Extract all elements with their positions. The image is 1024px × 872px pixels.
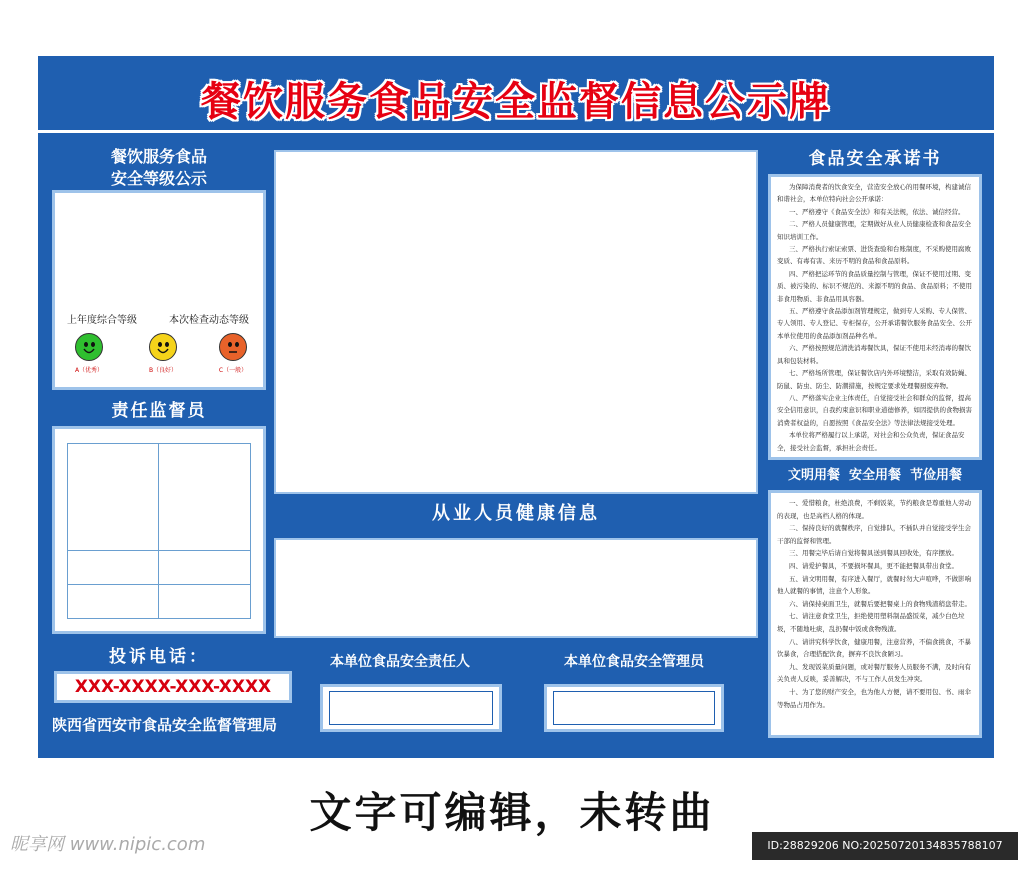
grade-c-caption: C（一般） bbox=[218, 367, 248, 374]
center-display-area bbox=[274, 150, 758, 494]
civil-dining-paragraph: 五、请文明用餐，有序进入餐厅，就餐时勿大声喧哗，不做影响他人就餐的事情，注意个人形象。 bbox=[777, 574, 971, 596]
smile-face-icon bbox=[149, 333, 177, 361]
agency-name: 陕西省西安市食品安全监督管理局 bbox=[52, 716, 278, 734]
responsible-person-heading: 本单位食品安全责任人 bbox=[330, 654, 470, 670]
health-info-panel bbox=[274, 538, 758, 638]
pledge-panel bbox=[768, 174, 982, 460]
grade-heading-line2: 安全等级公示 bbox=[110, 169, 207, 188]
pledge-paragraph: 一、严格遵守《食品安全法》和有关法规，依法、诚信经营。 bbox=[789, 207, 965, 216]
grade-panel bbox=[52, 190, 266, 390]
responsible-person-box bbox=[320, 684, 502, 732]
civil-dining-paragraph: 六、请保持桌面卫生，就餐后要把餐桌上的食物残渣稍盘带走。 bbox=[789, 599, 971, 608]
civil-dining-heading: 文明用餐 安全用餐 节俭用餐 bbox=[787, 468, 963, 483]
pledge-heading: 食品安全承诺书 bbox=[808, 149, 942, 169]
civil-dining-paragraph: 二、保持良好的就餐秩序，自觉排队，不插队并自觉接受学生会干部的监督和管理。 bbox=[777, 524, 971, 545]
civil-dining-paragraph: 十、为了您的财产安全，也为他人方便，请不要用包、书、雨伞等物品占用作为。 bbox=[777, 687, 971, 709]
complaint-label: 投诉电话： bbox=[109, 647, 209, 667]
pledge-paragraph: 本单位将严格履行以上承诺，对社会和公众负责，保证食品安全，接受社会监督，承担社会责任。 bbox=[777, 431, 965, 452]
grade-a-caption: A（优秀） bbox=[74, 367, 104, 374]
editable-text-caption: 文字可编辑，未转曲 bbox=[309, 788, 715, 837]
civil-dining-text bbox=[777, 497, 973, 711]
supervisor-panel bbox=[52, 426, 266, 634]
grade-b-caption: B（良好） bbox=[148, 367, 178, 374]
supervisor-heading: 责任监督员 bbox=[111, 401, 207, 421]
health-info-heading: 从业人员健康信息 bbox=[432, 503, 600, 524]
image-id-watermark: ID:28829206 NO:20250720134835788107 bbox=[752, 832, 1018, 860]
grade-heading-line1: 餐饮服务食品 bbox=[110, 147, 207, 166]
pledge-paragraph: 八、严格落实企业主体责任，自觉接受社会和群众的监督，提高安全信用意识，自我约束意识和职业道德修养，如因提供的食物损害消费者权益的，自愿按照《食品安全法》等法律法规接受处理。 bbox=[777, 393, 972, 427]
last-year-grade-label: 上年度综合等级 bbox=[67, 315, 137, 326]
safety-manager-heading: 本单位食品安全管理员 bbox=[564, 654, 704, 670]
pledge-paragraph: 三、严格执行索证索票、进货查验和台账制度，不采购使用腐败变质、有毒有害、来历不明的食品和食品原料。 bbox=[777, 245, 971, 266]
complaint-phone-number: XXX-XXXX-XXX-XXXX bbox=[54, 671, 292, 703]
smile-face-icon bbox=[75, 333, 103, 361]
board-title: 餐饮服务食品安全监督信息公示牌 bbox=[201, 78, 831, 125]
civil-dining-paragraph: 一、爱惜粮食，杜绝浪费，不剩饭菜，节约粮食是尊重他人劳动的表现，也是高档人格的体现。 bbox=[777, 499, 971, 520]
watermark-logo: 昵享网 www.nipic.com bbox=[10, 834, 206, 855]
supervisor-grid bbox=[67, 443, 251, 619]
pledge-paragraph: 七、严格场所管理，保证餐饮店内外环境整洁，采取有效防蝇、防鼠、防虫、防尘、防潮措施，按规定要求处理餐厨废弃物。 bbox=[777, 369, 971, 390]
current-grade-label: 本次检查动态等级 bbox=[169, 315, 249, 326]
neutral-face-icon bbox=[219, 333, 247, 361]
safety-manager-box bbox=[544, 684, 724, 732]
title-band bbox=[38, 56, 994, 133]
pledge-paragraph: 二、严格人员健康管理，定期做好从业人员健康检查和食品安全知识培训工作。 bbox=[777, 220, 971, 241]
pledge-paragraph: 四、严格把运环节的食品质量控制与管理，保证不使用过期、变质、被污染的、标识不规范的、来源不明的食品、食品原料；不使用非食用物质、非食品用具容器。 bbox=[777, 269, 972, 303]
pledge-paragraph: 六、严格按照规范清洗消毒餐饮具，保证不使用未经消毒的餐饮具和包装材料。 bbox=[777, 344, 971, 365]
civil-dining-paragraph: 八、请讲究科学饮食，健康用餐，注意营养，不偏食挑食，不暴饮暴食，合理搭配饮食，摒弃不良饮食陋习。 bbox=[777, 637, 971, 659]
civil-dining-paragraph: 九、发现饭菜质量问题，或对餐厅服务人员服务不满，及时向有关负责人反映，妥善解决，不与工作人员发生冲突。 bbox=[777, 662, 971, 684]
grade-heading bbox=[50, 146, 268, 190]
civil-dining-paragraph: 三、用餐完毕后请自觉将餐具送到餐具回收处，有序摆放。 bbox=[789, 549, 958, 558]
pledge-paragraph: 为保障消费者的饮食安全，营造安全放心的用餐环境，构建诚信和谐社会，本单位特向社会公开承诺： bbox=[777, 183, 971, 204]
pledge-paragraph: 五、严格遵守食品添加剂管理规定，做到专人采购、专人保管、专人领用、专人登记、专柜保存，公开承诺餐饮服务食品安全、公开本单位使用的食品添加剂品种名单。 bbox=[777, 307, 972, 340]
notice-board bbox=[38, 56, 994, 758]
civil-dining-panel bbox=[768, 490, 982, 738]
pledge-text bbox=[777, 181, 973, 454]
civil-dining-paragraph: 七、请注意食堂卫生，拒绝使用塑料制品盛饭菜，减少白色垃圾，不随地吐痰，乱扔餐中饭或食物残渣。 bbox=[777, 612, 965, 633]
civil-dining-paragraph: 四、请爱护餐具，不要损坏餐具，更不能把餐具带出食堂。 bbox=[789, 561, 958, 570]
